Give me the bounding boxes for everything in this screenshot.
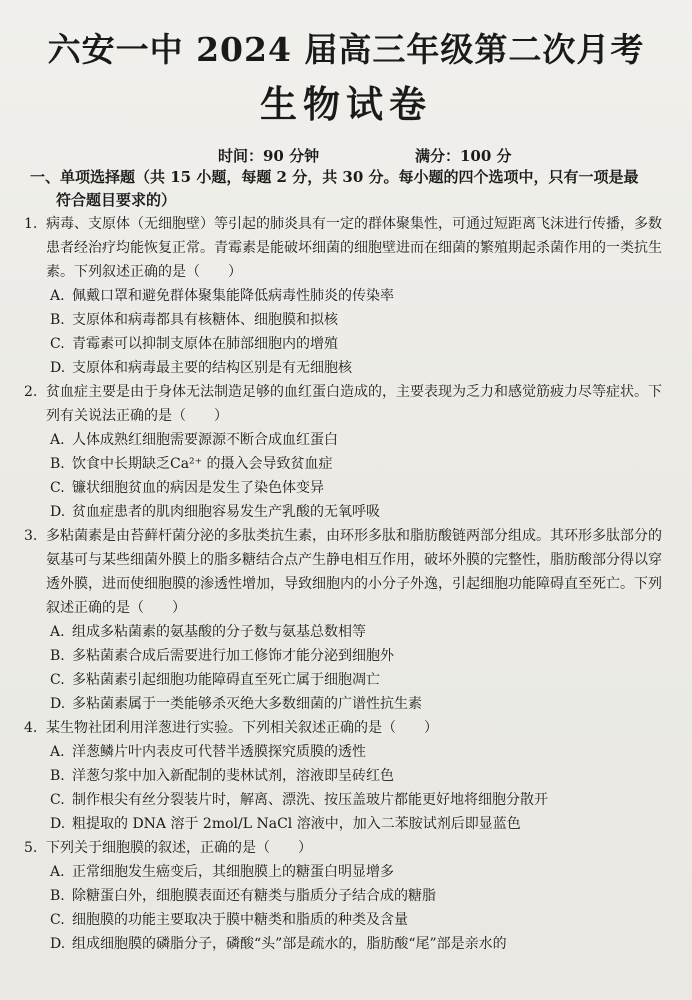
exam-title: 六安一中 2024 届高三年级第二次月考 xyxy=(47,30,645,69)
option-letter: C. xyxy=(50,912,65,928)
question-text: 贫血症主要是由于身体无法制造足够的血红蛋白造成的，主要表现为乏力和感觉筋疲力尽等症状。下列有关说法正确的是（ ） xyxy=(46,384,662,424)
option-letter: D. xyxy=(50,696,66,712)
option-text: 人体成熟红细胞需要源源不断合成血红蛋白 xyxy=(72,432,338,448)
option-a xyxy=(24,740,674,764)
question-stem xyxy=(24,716,674,740)
option-a xyxy=(24,428,674,452)
option-letter: A. xyxy=(50,744,65,760)
option-letter: D. xyxy=(50,816,66,832)
option-letter: B. xyxy=(50,456,65,472)
option-letter: A. xyxy=(50,624,65,640)
option-text: 洋葱匀浆中加入新配制的斐林试剂，溶液即呈砖红色 xyxy=(72,768,394,784)
question-1 xyxy=(24,212,674,380)
option-letter: B. xyxy=(50,768,65,784)
option-text: 粗提取的 DNA 溶于 2mol/L NaCl 溶液中，加入二苯胺试剂后即显蓝色 xyxy=(72,816,521,832)
option-text: 除糖蛋白外，细胞膜表面还有糖类与脂质分子结合成的糖脂 xyxy=(72,888,436,904)
section-heading xyxy=(30,166,670,212)
option-text: 正常细胞发生癌变后，其细胞膜上的糖蛋白明显增多 xyxy=(72,864,394,880)
option-letter: A. xyxy=(50,288,65,304)
question-stem xyxy=(24,212,674,284)
exam-score: 满分：100 分 xyxy=(415,147,512,165)
option-text: 佩戴口罩和避免群体聚集能降低病毒性肺炎的传染率 xyxy=(72,288,394,304)
question-stem xyxy=(24,380,674,428)
option-d xyxy=(24,500,674,524)
exam-time: 时间：90 分钟 xyxy=(218,147,320,165)
section-heading-line2: 符合题目要求的） xyxy=(56,191,177,209)
option-letter: C. xyxy=(50,480,65,496)
question-number: 3. xyxy=(24,528,38,544)
option-letter: C. xyxy=(50,672,65,688)
option-text: 支原体和病毒都具有核糖体、细胞膜和拟核 xyxy=(72,312,338,328)
option-d xyxy=(24,812,674,836)
option-letter: D. xyxy=(50,360,66,376)
option-text: 洋葱鳞片叶内表皮可代替半透膜探究质膜的透性 xyxy=(72,744,366,760)
exam-subject: 生物试卷 xyxy=(260,82,432,126)
option-b xyxy=(24,308,674,332)
option-c xyxy=(24,668,674,692)
question-number: 2. xyxy=(24,384,38,400)
option-text: 组成细胞膜的磷脂分子，磷酸“头”部是疏水的，脂肪酸“尾”部是亲水的 xyxy=(72,936,507,952)
question-text: 多粘菌素是由苔藓杆菌分泌的多肽类抗生素，由环形多肽和脂肪酸链两部分组成。其环形多肽部分的氨基可与某些细菌外膜上的脂多糖结合点产生静电相互作用，破坏外膜的完整性，脂肪酸部分得以穿透外膜，进而使细胞膜的渗透性增加，导致细胞内的小分子外逸，引起细胞功能障碍直至死亡。下列叙述正确的是（ ） xyxy=(46,528,662,616)
option-c xyxy=(24,788,674,812)
option-text: 细胞膜的功能主要取决于膜中糖类和脂质的种类及含量 xyxy=(72,912,408,928)
option-text: 多粘菌素引起细胞功能障碍直至死亡属于细胞凋亡 xyxy=(72,672,380,688)
option-d xyxy=(24,932,674,956)
option-text: 镰状细胞贫血的病因是发生了染色体变异 xyxy=(72,480,324,496)
option-b xyxy=(24,452,674,476)
question-list xyxy=(24,212,674,956)
option-letter: A. xyxy=(50,864,65,880)
option-a xyxy=(24,284,674,308)
question-4 xyxy=(24,716,674,836)
option-text: 制作根尖有丝分裂装片时，解离、漂洗、按压盖玻片都能更好地将细胞分散开 xyxy=(72,792,548,808)
question-5 xyxy=(24,836,674,956)
option-letter: C. xyxy=(50,336,65,352)
option-text: 组成多粘菌素的氨基酸的分子数与氨基总数相等 xyxy=(72,624,366,640)
option-b xyxy=(24,644,674,668)
option-c xyxy=(24,476,674,500)
question-number: 5. xyxy=(24,840,38,856)
option-c xyxy=(24,908,674,932)
option-letter: B. xyxy=(50,648,65,664)
question-stem xyxy=(24,836,674,860)
option-letter: D. xyxy=(50,504,66,520)
option-letter: D. xyxy=(50,936,66,952)
option-d xyxy=(24,692,674,716)
question-number: 4. xyxy=(24,720,38,736)
option-text: 多粘菌素合成后需要进行加工修饰才能分泌到细胞外 xyxy=(72,648,394,664)
option-b xyxy=(24,764,674,788)
option-a xyxy=(24,620,674,644)
option-a xyxy=(24,860,674,884)
section-heading-line1: 一、单项选择题（共 15 小题，每题 2 分，共 30 分。每小题的四个选项中，只有一项是最 xyxy=(30,168,639,186)
question-number: 1. xyxy=(24,216,38,232)
question-text: 某生物社团利用洋葱进行实验。下列相关叙述正确的是（ ） xyxy=(46,720,438,736)
option-text: 支原体和病毒最主要的结构区别是有无细胞核 xyxy=(72,360,352,376)
option-text: 贫血症患者的肌肉细胞容易发生产乳酸的无氧呼吸 xyxy=(72,504,380,520)
option-b xyxy=(24,884,674,908)
option-letter: A. xyxy=(50,432,65,448)
option-text: 青霉素可以抑制支原体在肺部细胞内的增殖 xyxy=(72,336,338,352)
question-2 xyxy=(24,380,674,524)
question-text: 病毒、支原体（无细胞壁）等引起的肺炎具有一定的群体聚集性，可通过短距离飞沫进行传播，多数患者经治疗均能恢复正常。青霉素是能破坏细菌的细胞壁进而在细菌的繁殖期起杀菌作用的一类抗生素。下列叙述正确的是（ ） xyxy=(46,216,662,280)
question-3 xyxy=(24,524,674,716)
option-letter: B. xyxy=(50,312,65,328)
option-letter: B. xyxy=(50,888,65,904)
question-text: 下列关于细胞膜的叙述，正确的是（ ） xyxy=(46,840,312,856)
option-letter: C. xyxy=(50,792,65,808)
option-d xyxy=(24,356,674,380)
option-c xyxy=(24,332,674,356)
option-text: 多粘菌素属于一类能够杀灭绝大多数细菌的广谱性抗生素 xyxy=(72,696,422,712)
option-text: 饮食中长期缺乏Ca²⁺ 的摄入会导致贫血症 xyxy=(72,456,333,472)
question-stem xyxy=(24,524,674,620)
